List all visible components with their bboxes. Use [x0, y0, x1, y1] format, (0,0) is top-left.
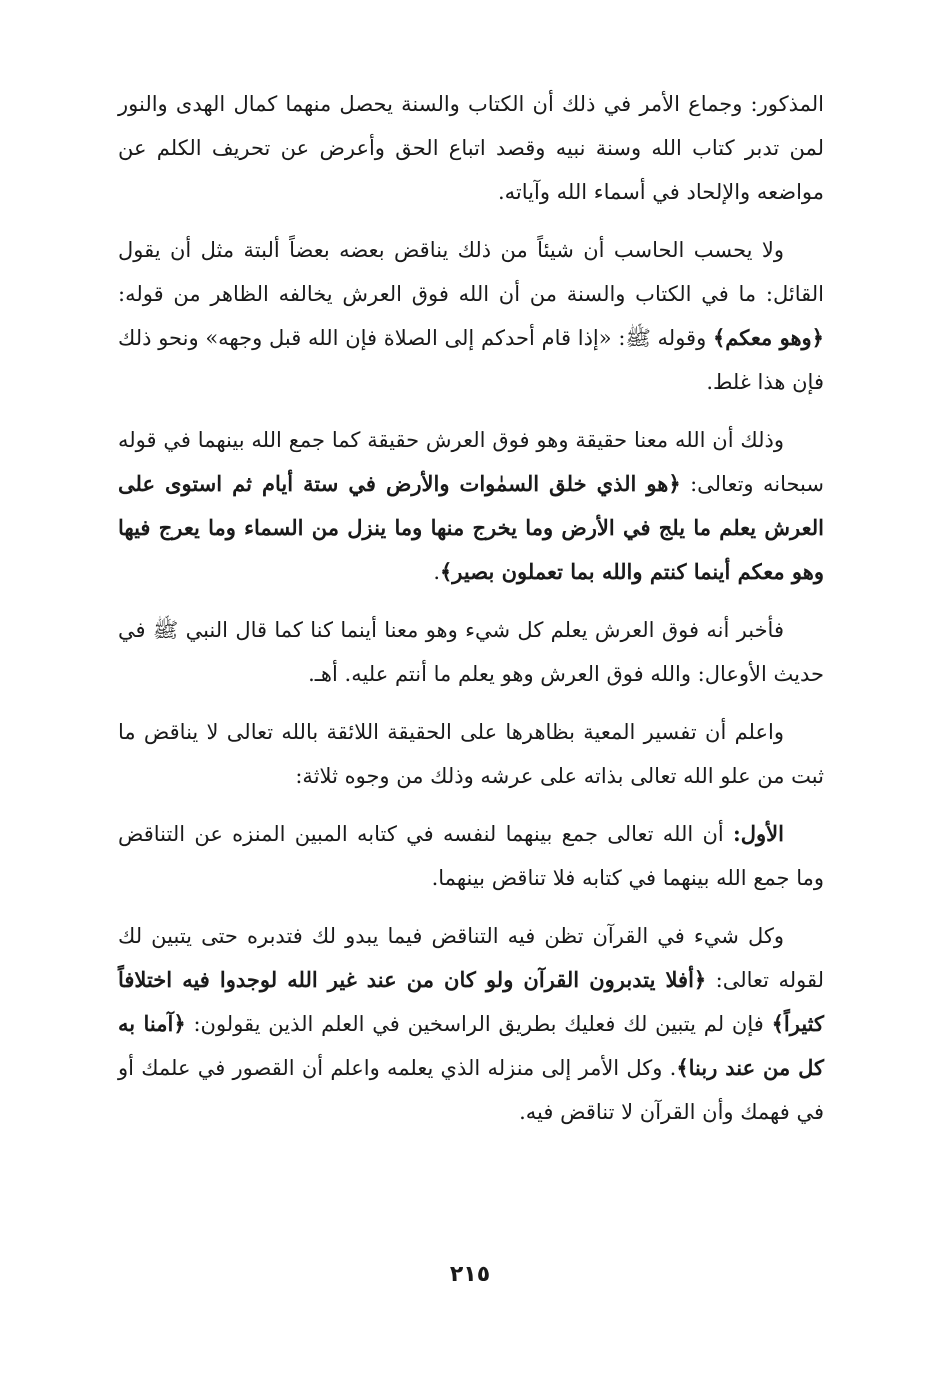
quran-quote: ﴿وهو معكم﴾ — [712, 325, 824, 350]
paragraph-2 — [118, 228, 824, 404]
paragraph-5-text: واعلم أن تفسير المعية بظاهرها على الحقيقة اللائقة بالله تعالى لا يناقض ما ثبت من علو الله تعالى بذاته على عرشه وذلك من وجوه ثلاثة: — [118, 720, 824, 788]
paragraph-2-text-a: ولا يحسب الحاسب أن شيئاً من ذلك يناقض بعضه بعضاً ألبتة مثل أن يقول القائل: ما في الكتاب والسنة من أن الله فوق العرش يخالفه الظاهر من قوله: — [118, 238, 824, 306]
paragraph-7-text-c: . وكل الأمر إلى منزله الذي يعلمه واعلم أن القصور في علمك أو في فهمك وأن القرآن لا تناقض فيه. — [118, 1056, 824, 1124]
page-number: ٢١٥ — [449, 1262, 491, 1287]
section-lead: الأول: — [733, 821, 784, 846]
paragraph-5 — [118, 710, 824, 798]
paragraph-3-text-b: . — [433, 560, 440, 584]
paragraph-7-text-b: فإن لم يتبين لك فعليك بطريق الراسخين في العلم الذين يقولون: — [185, 1012, 772, 1036]
paragraph-1-text: المذكور: وجماع الأمر في ذلك أن الكتاب والسنة يحصل منهما كمال الهدى والنور لمن تدبر كتاب الله وسنة نبيه وقصد اتباع الحق وأعرض عن تحريف الكلم عن مواضعه والإلحاد في أسماء الله وآياته. — [118, 92, 824, 204]
paragraph-6-text: أن الله تعالى جمع بينهما لنفسه في كتابه المبين المنزه عن التناقض وما جمع الله بينهما في كتابه فلا تناقض بينهما. — [118, 822, 824, 890]
paragraph-7 — [118, 914, 824, 1134]
paragraph-6 — [118, 812, 824, 900]
paragraph-4 — [118, 608, 824, 696]
paragraph-3-text-a: وذلك أن الله معنا حقيقة وهو فوق العرش حقيقة كما جمع الله بينهما في قوله سبحانه وتعالى: — [118, 428, 824, 496]
quran-quote: ﴿هو الذي خلق السمٰوات والأرض في ستة أيام ثم استوى على العرش يعلم ما يلج في الأرض وما يخرج منها وما ينزل من السماء وما يعرج فيها وهو معكم أينما كنتم والله بما تعملون بصير﴾ — [118, 471, 824, 584]
page-body — [118, 82, 824, 1148]
paragraph-2-text-b: وقوله ﷺ: «إذا قام أحدكم إلى الصلاة فإن الله قبل وجهه» ونحو ذلك فإن هذا غلط. — [118, 326, 824, 394]
paragraph-1 — [118, 82, 824, 214]
quran-quote: ﴿آمنا به كل من عند ربنا﴾ — [118, 1011, 824, 1080]
paragraph-7-text-a: وكل شيء في القرآن تظن فيه التناقض فيما يبدو لك فتدبره حتى يتبين لك لقوله تعالى: — [118, 924, 824, 992]
paragraph-4-text: فأخبر أنه فوق العرش يعلم كل شيء وهو معنا أينما كنا كما قال النبي ﷺ في حديث الأوعال: والله فوق العرش وهو يعلم ما أنتم عليه. أهـ. — [118, 618, 824, 686]
quran-quote: ﴿أفلا يتدبرون القرآن ولو كان من عند غير الله لوجدوا فيه اختلافاً كثيراً﴾ — [118, 967, 824, 1036]
paragraph-3 — [118, 418, 824, 594]
